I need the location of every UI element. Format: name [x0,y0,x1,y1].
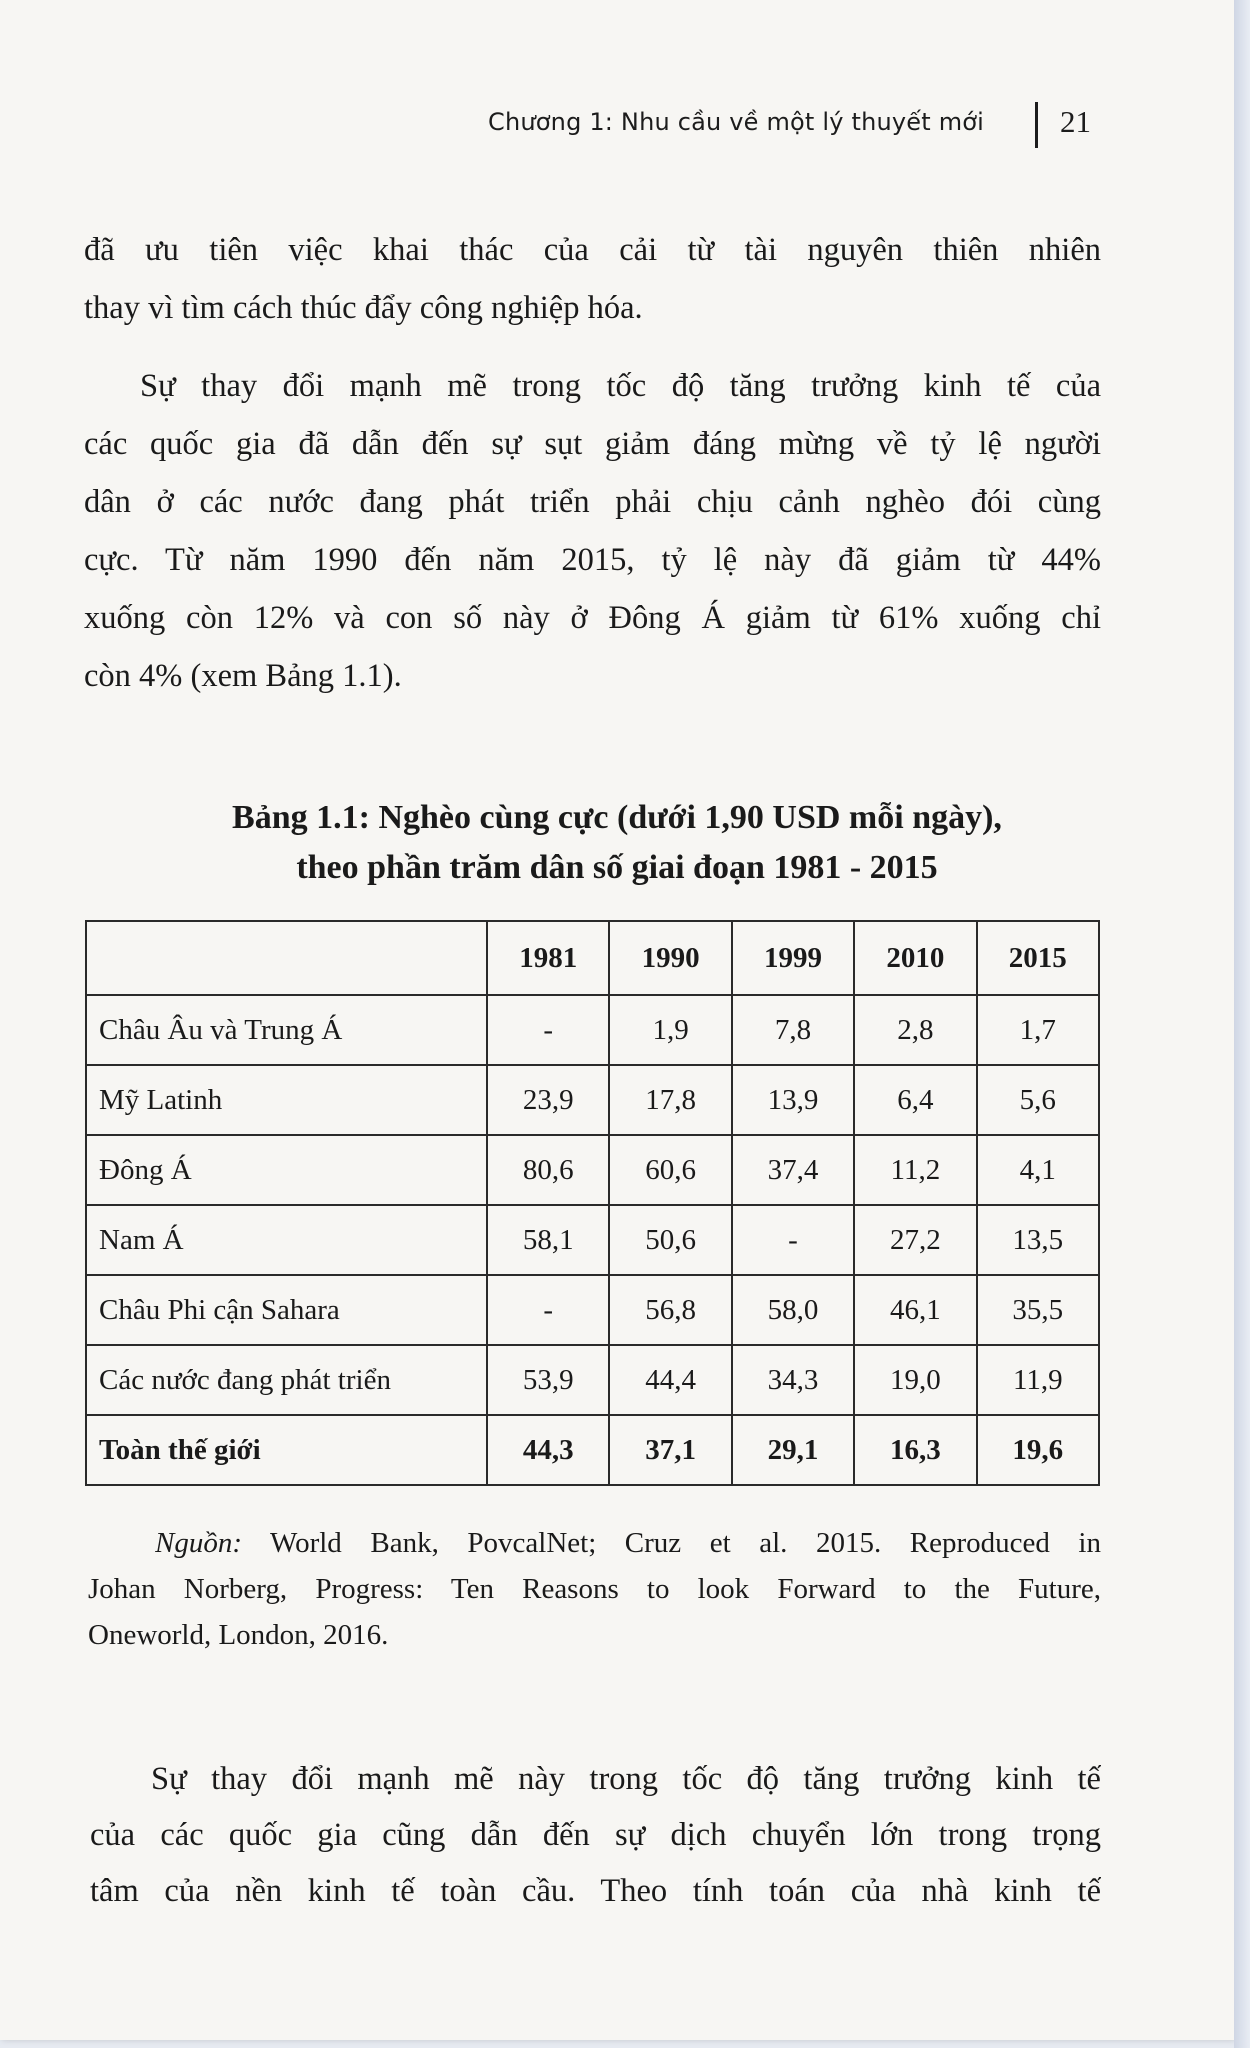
region-label: Mỹ Latinh [86,1065,487,1135]
table-cell: 44,4 [609,1345,731,1415]
table-cell: 4,1 [977,1135,1099,1205]
paragraph-line: Sự thay đổi mạnh mẽ trong tốc độ tăng trưởng kinh tế của [140,368,1101,404]
table-cell: 56,8 [609,1275,731,1345]
table-cell: 19,0 [854,1345,976,1415]
region-label: Nam Á [86,1205,487,1275]
table-cell: 16,3 [854,1415,976,1485]
table-row [86,1275,1099,1345]
table-cell: 29,1 [732,1415,854,1485]
table-row [86,1135,1099,1205]
source-line: Oneworld, London, 2016. [88,1619,389,1651]
paragraph-line: còn 4% (xem Bảng 1.1). [84,658,402,694]
header-separator [1035,102,1038,148]
paragraph-line: đã ưu tiên việc khai thác của cải từ tài nguyên thiên nhiên [84,232,1101,268]
year-header: 1990 [609,921,731,995]
table-cell: 7,8 [732,995,854,1065]
region-label: Đông Á [86,1135,487,1205]
table-cell: 58,0 [732,1275,854,1345]
table-cell: - [487,1275,609,1345]
table-cell: 23,9 [487,1065,609,1135]
region-label: Các nước đang phát triển [86,1345,487,1415]
year-header: 1981 [487,921,609,995]
table-cell: 37,1 [609,1415,731,1485]
table-cell: 80,6 [487,1135,609,1205]
source-line [155,1520,1101,1566]
table-cell: 1,9 [609,995,731,1065]
table-header-row [86,921,1099,995]
year-header: 2010 [854,921,976,995]
table-cell: - [487,995,609,1065]
year-header: 2015 [977,921,1099,995]
table-cell: 2,8 [854,995,976,1065]
table-caption-line-1: Bảng 1.1: Nghèo cùng cực (dưới 1,90 USD mỗi ngày), [232,799,1002,836]
source-label: Nguồn: [155,1527,242,1559]
table-header-empty [86,921,487,995]
table-cell: 17,8 [609,1065,731,1135]
paragraph-line: thay vì tìm cách thúc đẩy công nghiệp hóa. [84,290,643,326]
table-cell: 13,9 [732,1065,854,1135]
paragraph-line: Sự thay đổi mạnh mẽ này trong tốc độ tăng trưởng kinh tế [151,1761,1101,1797]
paragraph-line: xuống còn 12% và con số này ở Đông Á giảm từ 61% xuống chỉ [84,600,1101,636]
table-cell: 53,9 [487,1345,609,1415]
page-edge [1234,0,1250,2048]
table-cell: 35,5 [977,1275,1099,1345]
table-cell: 27,2 [854,1205,976,1275]
table-cell: 50,6 [609,1205,731,1275]
table-cell: 6,4 [854,1065,976,1135]
paragraph-line: tâm của nền kinh tế toàn cầu. Theo tính toán của nhà kinh tế [90,1873,1101,1909]
year-header: 1999 [732,921,854,995]
region-label: Châu Âu và Trung Á [86,995,487,1065]
table-cell: 11,2 [854,1135,976,1205]
running-title: Chương 1: Nhu cầu về một lý thuyết mới [488,108,985,136]
table-cell: 1,7 [977,995,1099,1065]
table-row [86,995,1099,1065]
paragraph-line: của các quốc gia cũng dẫn đến sự dịch chuyển lớn trong trọng [90,1817,1101,1853]
page-number: 21 [1060,104,1091,139]
table-caption-line-2: theo phần trăm dân số giai đoạn 1981 - 2015 [296,849,938,886]
source-text: World Bank, PovcalNet; Cruz et al. 2015. Reproduced in [270,1527,1101,1559]
region-label: Toàn thế giới [86,1415,487,1485]
table-row [86,1345,1099,1415]
poverty-table [85,920,1100,1486]
region-label: Châu Phi cận Sahara [86,1275,487,1345]
table-cell: 37,4 [732,1135,854,1205]
table-cell: 5,6 [977,1065,1099,1135]
table-cell: 19,6 [977,1415,1099,1485]
table-cell: 11,9 [977,1345,1099,1415]
table-cell: 34,3 [732,1345,854,1415]
table-row [86,1205,1099,1275]
table-cell: 58,1 [487,1205,609,1275]
paragraph-line: các quốc gia đã dẫn đến sự sụt giảm đáng mừng về tỷ lệ người [84,426,1101,462]
table-cell: - [732,1205,854,1275]
table-cell: 44,3 [487,1415,609,1485]
paragraph-line: dân ở các nước đang phát triển phải chịu cảnh nghèo đói cùng [84,484,1101,520]
paragraph-line: cực. Từ năm 1990 đến năm 2015, tỷ lệ này đã giảm từ 44% [84,542,1101,578]
table-cell: 46,1 [854,1275,976,1345]
source-line: Johan Norberg, Progress: Ten Reasons to look Forward to the Future, [88,1573,1101,1605]
table-cell: 60,6 [609,1135,731,1205]
table-total-row [86,1415,1099,1485]
table-row [86,1065,1099,1135]
table-cell: 13,5 [977,1205,1099,1275]
